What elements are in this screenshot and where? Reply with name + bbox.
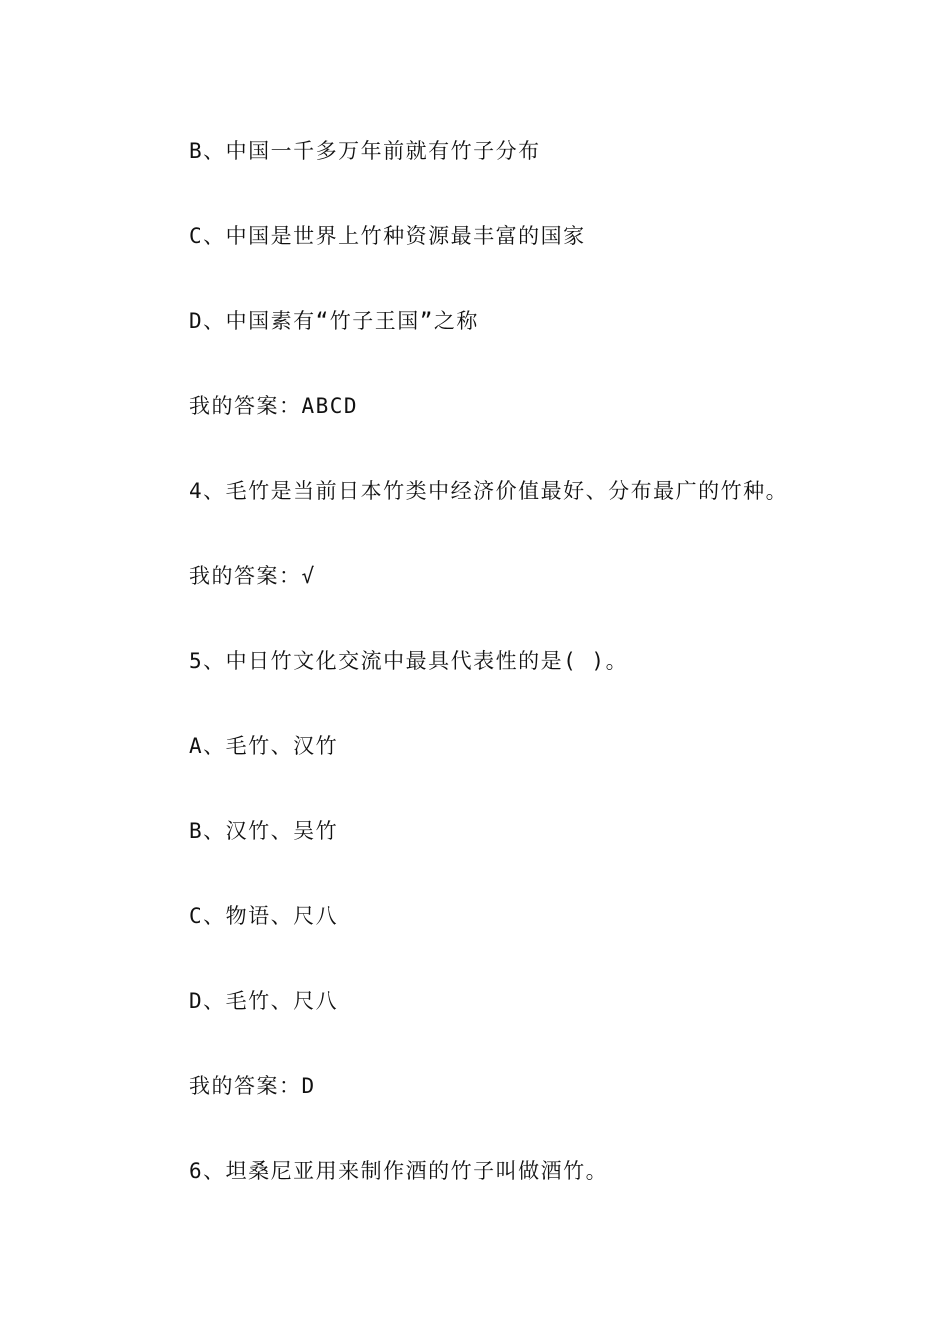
option-c-text: C、物语、尺八: [189, 904, 339, 928]
option-b-text: B、汉竹、吴竹: [189, 819, 339, 843]
question-5-text: 5、中日竹文化交流中最具代表性的是( )。: [189, 649, 629, 673]
option-d-text: D、毛竹、尺八: [189, 989, 339, 1013]
option-c-text: C、中国是世界上竹种资源最丰富的国家: [189, 224, 586, 248]
question-4-text: 4、毛竹是当前日本竹类中经济价值最好、分布最广的竹种。: [189, 479, 789, 503]
option-d-text: D、中国素有“竹子王国”之称: [189, 309, 479, 333]
answer-text: 我的答案：ABCD: [189, 394, 359, 418]
answer-text: 我的答案：D: [189, 1074, 316, 1098]
option-a-text: A、毛竹、汉竹: [189, 734, 339, 758]
answer-text: 我的答案：√: [189, 564, 316, 588]
option-b-text: B、中国一千多万年前就有竹子分布: [189, 139, 541, 163]
question-6-text: 6、坦桑尼亚用来制作酒的竹子叫做酒竹。: [189, 1159, 609, 1183]
